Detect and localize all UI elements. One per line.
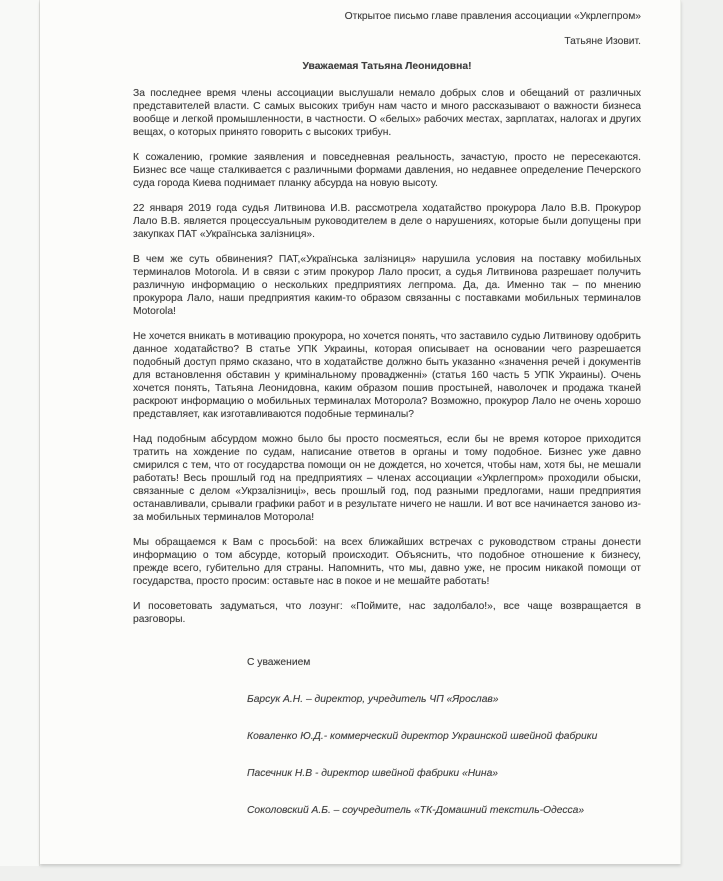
closing-phrase: С уважением — [247, 657, 311, 668]
signature-line-1: Барсук А.Н. – директор, учредитель ЧП «Ярослав» — [247, 694, 499, 705]
letter-page — [40, 0, 681, 864]
signature-line-4: Соколовский А.Б. – соучредитель «ТК-Домашний текстиль-Одесса» — [247, 805, 585, 816]
salutation: Уважаемая Татьяна Леонидовна! — [302, 61, 472, 72]
letter-paragraph-1: За последнее время члены ассоциации выслушали немало добрых слов и обещаний от различных представителей власти. С самых высоких трибун нам часто и много рассказывают о важности бизнеса вообще и легкой промышленности, в частности. О «белых» рабочих местах, зарплатах, налогах и других вещах, о которых принято говорить с высоких трибун. — [133, 88, 641, 138]
letter-paragraph-7: Мы обращаемся к Вам с просьбой: на всех ближайших встречах с руководством страны донести информацию о том абсурде, который происходит. Объяснить, что подобное отношение к бизнесу, прежде всего, губительно для страны. Напомнить, что мы, давно уже, не просим никакой помощи от государства, просто просим: оставьте нас в покое и не мешайте работать! — [133, 537, 641, 587]
letter-paragraph-3: 22 января 2019 года судья Литвинова И.В. рассмотрела ходатайство прокурора Лало В.В. Прокурор Лало В.В. является процессуальным руководителем в деле о нарушениях, которые были допущены при закупках ПАТ «Українська залізниця». — [133, 203, 641, 240]
letter-content — [133, 10, 641, 841]
letter-paragraph-2: К сожалению, громкие заявления и повседневная реальность, зачастую, просто не пересекаются. Бизнес все чаще сталкивается с различными формами давления, но недавнее определение Печерского суда города Киева поднимает планку абсурда на новую высоту. — [133, 152, 641, 189]
signature-line-3: Пасечник Н.В - директор швейной фабрики «Нина» — [247, 768, 499, 779]
letter-paragraph-6: Над подобным абсурдом можно было бы просто посмеяться, если бы не время которое приходится тратить на хождение по судам, написание ответов в органы и тому подобное. Бизнес уже давно смирился с тем, что от государства помощи он не дождется, но хочется, чтобы нам, хотя бы, не мешали работать! Весь прошлый год на предприятиях – членах ассоциации «Укрлегпром» проходили обыски, связанные с делом «Укрзалізниці», весь прошлый год, под разными предлогами, наши предприятия останавливали, срывали графики работ и в результате ничего не нашли. И вот все начинается заново из-за мобильных терминалов Моторола! — [133, 434, 641, 523]
letter-paragraph-4: В чем же суть обвинения? ПАТ,«Українська залізниця» нарушила условия на поставку мобильных терминалов Motorola. И в связи с этим прокурор Лало просит, а судья Литвинова разрешает получить различную информацию о нескольких предприятиях легпрома. Да, да. Именно так – по мнению прокурора Лало, наши предприятия каким-то образом связанны с поставками мобильных терминалов Motorola! — [133, 254, 641, 317]
letter-paragraph-5: Не хочется вникать в мотивацию прокурора, но хочется понять, что заставило судью Литвинову одобрить данное ходатайство? В статье УПК Украины, которая описывает на основании чего разрешается подобный доступ прямо сказано, что в ходатайстве должно быть указанно «значення речей і документів для встановлення обставин у кримінальному провадженні» (статья 160 часть 5 УПК Украины). Очень хочется понять, Татьяна Леонидовна, каким образом пошив простыней, наволочек и продажа тканей раскроют информацию о мобильных терминалах Моторола? Возможно, прокурор Лало не очень хорошо представляет, как изготавливаются подобные терминалы? — [133, 331, 641, 420]
signature-line-2: Коваленко Ю.Д.- коммерческий директор Украинской швейной фабрики — [247, 731, 598, 742]
letter-paragraph-8: И посоветовать задуматься, что лозунг: «Поймите, нас задолбало!», все чаще возвращается в разговоры. — [133, 601, 641, 625]
signature-block — [247, 656, 641, 817]
recipient-line-2: Татьяне Изовит. — [564, 36, 641, 47]
recipient-line-1: Открытое письмо главе правления ассоциации «Укрлегпром» — [344, 11, 641, 22]
scan-left-margin-strip — [0, 0, 40, 866]
